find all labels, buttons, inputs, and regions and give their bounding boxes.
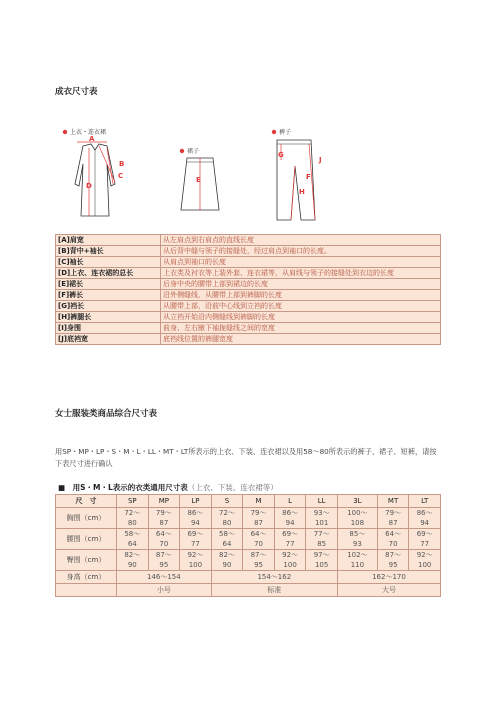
size-cell-line: 94 bbox=[190, 519, 200, 527]
definition-key: [E]裙长 bbox=[56, 279, 161, 290]
table-header-row bbox=[56, 495, 441, 508]
figure-label-pants: 裤子 bbox=[279, 129, 292, 136]
table-row bbox=[56, 257, 441, 268]
size-cell-line: 93 bbox=[352, 540, 362, 548]
row-label: 腰围（cm） bbox=[56, 529, 117, 550]
size-cell bbox=[211, 508, 243, 529]
size-cell bbox=[148, 529, 180, 550]
size-header: SP bbox=[117, 495, 149, 508]
size-cell-line: 92～ bbox=[416, 551, 433, 559]
group-label-empty bbox=[56, 584, 117, 597]
height-range-standard: 154～162 bbox=[211, 571, 337, 584]
height-range-small: 146～154 bbox=[117, 571, 212, 584]
size-cell-line: 93～ bbox=[313, 509, 330, 517]
size-cell-line: 87～ bbox=[250, 551, 267, 559]
bullet-icon bbox=[272, 130, 276, 134]
size-cell bbox=[243, 550, 275, 571]
size-cell-line: 100 bbox=[188, 561, 203, 569]
size-cell-line: 105 bbox=[314, 561, 329, 569]
size-cell bbox=[180, 550, 212, 571]
size-header: 3L bbox=[337, 495, 377, 508]
size-cell-line: 64～ bbox=[385, 530, 402, 538]
size-cell-line: 80 bbox=[127, 519, 137, 527]
definition-key: [A]肩宽 bbox=[56, 235, 161, 246]
size-cell bbox=[274, 529, 306, 550]
size-cell-line: 70 bbox=[388, 540, 398, 548]
table-row bbox=[56, 268, 441, 279]
table-row bbox=[56, 529, 441, 550]
size-header: MT bbox=[377, 495, 409, 508]
size-cell bbox=[117, 529, 149, 550]
size-table-subtitle: （上衣、下装、连衣裙等） bbox=[187, 483, 278, 492]
size-cell-line: 94 bbox=[420, 519, 430, 527]
skirt-figure bbox=[180, 147, 219, 210]
size-cell bbox=[377, 508, 409, 529]
size-cell-line: 87 bbox=[159, 519, 169, 527]
marker-e: E bbox=[196, 176, 201, 184]
size-cell bbox=[117, 508, 149, 529]
size-cell-line: 95 bbox=[388, 561, 398, 569]
size-cell-line: 82～ bbox=[219, 551, 235, 559]
size-cell-line: 64～ bbox=[155, 530, 172, 538]
header-label: 尺 寸 bbox=[56, 495, 117, 508]
table-row bbox=[56, 301, 441, 312]
size-cell-line: 64 bbox=[127, 540, 137, 548]
section-title-garment-size: 成衣尺寸表 bbox=[55, 87, 98, 97]
definition-key: [C]袖长 bbox=[56, 257, 161, 268]
marker-a: A bbox=[89, 135, 95, 143]
size-cell-line: 69～ bbox=[282, 530, 299, 538]
size-cell-line: 85～ bbox=[349, 530, 366, 538]
size-cell bbox=[377, 550, 409, 571]
size-cell-line: 58～ bbox=[219, 530, 235, 538]
garment-measurement-illustrations bbox=[55, 124, 445, 224]
size-cell-line: 69～ bbox=[416, 530, 433, 538]
marker-j: J bbox=[319, 156, 322, 164]
size-cell bbox=[409, 529, 441, 550]
size-cell-line: 77～ bbox=[313, 530, 330, 538]
table-row bbox=[56, 323, 441, 334]
size-cell-line: 101 bbox=[314, 519, 329, 527]
size-cell-line: 90 bbox=[127, 561, 137, 569]
group-large: 大号 bbox=[337, 584, 440, 597]
size-cell bbox=[274, 550, 306, 571]
size-cell-line: 95 bbox=[159, 561, 169, 569]
size-cell-line: 100 bbox=[283, 561, 297, 569]
definition-value: 后身中央的腰带上部到裙边的长度 bbox=[161, 279, 441, 290]
marker-g: G bbox=[278, 151, 284, 159]
size-header: LP bbox=[180, 495, 212, 508]
size-cell-line: 85 bbox=[317, 540, 327, 548]
height-range-large: 162～170 bbox=[337, 571, 440, 584]
size-cell-line: 64～ bbox=[250, 530, 267, 538]
definition-value: 上衣类及衬衣等上装外套、连衣裙等，从肩线与领子的接缝处到衣边的长度 bbox=[161, 268, 441, 279]
marker-h: H bbox=[299, 188, 305, 196]
table-row bbox=[56, 246, 441, 257]
figure-label-skirt: 裙子 bbox=[187, 148, 200, 155]
size-cell-line: 108 bbox=[350, 519, 365, 527]
size-cell bbox=[306, 550, 338, 571]
size-cell-line: 102～ bbox=[347, 551, 368, 559]
size-cell bbox=[148, 550, 180, 571]
size-cell bbox=[211, 550, 243, 571]
marker-c: C bbox=[118, 172, 124, 180]
definition-key: [H]裤腿长 bbox=[56, 312, 161, 323]
size-cell-line: 72～ bbox=[124, 509, 141, 517]
size-cell-line: 94 bbox=[285, 519, 295, 527]
marker-b: B bbox=[119, 160, 125, 168]
group-standard: 标准 bbox=[211, 584, 337, 597]
table-row bbox=[56, 290, 441, 301]
section-title-women-size: 女士服装类商品综合尺寸表 bbox=[55, 409, 158, 419]
height-row bbox=[56, 571, 441, 584]
size-cell bbox=[148, 508, 180, 529]
size-table-heading bbox=[58, 482, 278, 493]
definition-value: 底裆线位置的裤腿宽度 bbox=[161, 334, 441, 345]
size-cell-line: 90 bbox=[222, 561, 232, 569]
size-cell bbox=[306, 529, 338, 550]
definition-value: 从左肩点到右肩点的直线长度 bbox=[161, 235, 441, 246]
row-label: 臀围（cm） bbox=[56, 550, 117, 571]
row-label: 胸围（cm） bbox=[56, 508, 117, 529]
definition-key: [D]上衣、连衣裙的总长 bbox=[56, 268, 161, 279]
size-cell-line: 58～ bbox=[124, 530, 141, 538]
size-cell-line: 70 bbox=[159, 540, 169, 548]
size-cell bbox=[180, 529, 212, 550]
group-small: 小号 bbox=[117, 584, 212, 597]
size-header: MP bbox=[148, 495, 180, 508]
size-cell-line: 82～ bbox=[124, 551, 141, 559]
size-cell bbox=[377, 529, 409, 550]
size-cell bbox=[180, 508, 212, 529]
pants-figure bbox=[272, 128, 322, 220]
size-cell bbox=[337, 508, 377, 529]
table-row bbox=[56, 312, 441, 323]
size-cell-line: 69～ bbox=[187, 530, 204, 538]
size-cell bbox=[337, 550, 377, 571]
size-cell bbox=[243, 529, 275, 550]
size-cell-line: 79～ bbox=[250, 509, 267, 517]
definition-value: 沿外侧缝线，从腰带上部到裤脚的长度 bbox=[161, 290, 441, 301]
size-cell-line: 77 bbox=[190, 540, 200, 548]
size-table-title: ■ 用S・M・L表示的衣类通用尺寸表 bbox=[58, 483, 188, 492]
size-cell bbox=[337, 529, 377, 550]
table-row bbox=[56, 235, 441, 246]
size-cell-line: 77 bbox=[420, 540, 430, 548]
size-cell-line: 70 bbox=[254, 540, 263, 548]
size-cell-line: 79～ bbox=[155, 509, 172, 517]
size-cell-line: 64 bbox=[222, 540, 232, 548]
marker-d: D bbox=[86, 182, 92, 190]
size-cell-line: 87 bbox=[388, 519, 398, 527]
definition-value: 从后背中缝与领子的接缝处，经过肩点到袖口的长度。 bbox=[161, 246, 441, 257]
size-cell-line: 92～ bbox=[282, 551, 299, 559]
table-row bbox=[56, 508, 441, 529]
size-header: LL bbox=[306, 495, 338, 508]
size-cell-line: 86～ bbox=[187, 509, 204, 517]
size-cell-line: 77 bbox=[285, 540, 295, 548]
size-cell-line: 86～ bbox=[416, 509, 433, 517]
size-cell-line: 87 bbox=[254, 519, 263, 527]
definition-key: [B]背中+袖长 bbox=[56, 246, 161, 257]
size-cell bbox=[117, 550, 149, 571]
size-header: LT bbox=[409, 495, 441, 508]
size-cell bbox=[409, 550, 441, 571]
definition-value: 从腰带上部，沿前中心线到立裆的长度 bbox=[161, 301, 441, 312]
definition-value: 从肩点到袖口的长度 bbox=[161, 257, 441, 268]
size-cell-line: 87～ bbox=[155, 551, 172, 559]
height-label: 身高（cm） bbox=[56, 571, 117, 584]
definition-key: [I]身围 bbox=[56, 323, 161, 334]
size-cell bbox=[211, 529, 243, 550]
size-cell-line: 87～ bbox=[385, 551, 402, 559]
size-header: L bbox=[274, 495, 306, 508]
size-cell-line: 100 bbox=[418, 561, 432, 569]
definition-value: 从立裆开始沿内侧缝线到裤脚的长度 bbox=[161, 312, 441, 323]
table-row bbox=[56, 550, 441, 571]
size-cell-line: 80 bbox=[222, 519, 232, 527]
dress-figure bbox=[63, 128, 125, 216]
size-cell-line: 95 bbox=[254, 561, 263, 569]
size-cell-line: 92～ bbox=[187, 551, 204, 559]
general-size-table bbox=[55, 494, 441, 597]
group-row bbox=[56, 584, 441, 597]
size-cell-line: 110 bbox=[350, 561, 365, 569]
size-cell-line: 97～ bbox=[313, 551, 330, 559]
size-cell-line: 72～ bbox=[219, 509, 235, 517]
size-cell-line: 86～ bbox=[282, 509, 299, 517]
definition-key: [G]裆长 bbox=[56, 301, 161, 312]
table-row bbox=[56, 334, 441, 345]
size-cell-line: 100～ bbox=[347, 509, 368, 517]
size-cell-line: 79～ bbox=[385, 509, 402, 517]
figure-label-top: 上衣・连衣裙 bbox=[70, 129, 107, 136]
definition-key: [J]底裆宽 bbox=[56, 334, 161, 345]
table-row bbox=[56, 279, 441, 290]
size-cell bbox=[274, 508, 306, 529]
size-header: M bbox=[243, 495, 275, 508]
bullet-icon bbox=[63, 130, 67, 134]
size-header: S bbox=[211, 495, 243, 508]
size-cell bbox=[306, 508, 338, 529]
definition-key: [F]裤长 bbox=[56, 290, 161, 301]
size-cell bbox=[409, 508, 441, 529]
size-cell bbox=[243, 508, 275, 529]
marker-f: F bbox=[306, 173, 311, 181]
definition-value: 前身、左右腋下袖拢缝线之间的宽度 bbox=[161, 323, 441, 334]
measurement-definitions-table bbox=[55, 234, 441, 345]
bullet-icon bbox=[180, 149, 184, 153]
intro-paragraph: 用SP・MP・LP・S・M・L・LL・MT・LT所表示的上衣、下装、连衣裙以及用58～80所表示的裤子、裙子、短裤，请按下表尺寸进行确认 bbox=[55, 447, 437, 468]
